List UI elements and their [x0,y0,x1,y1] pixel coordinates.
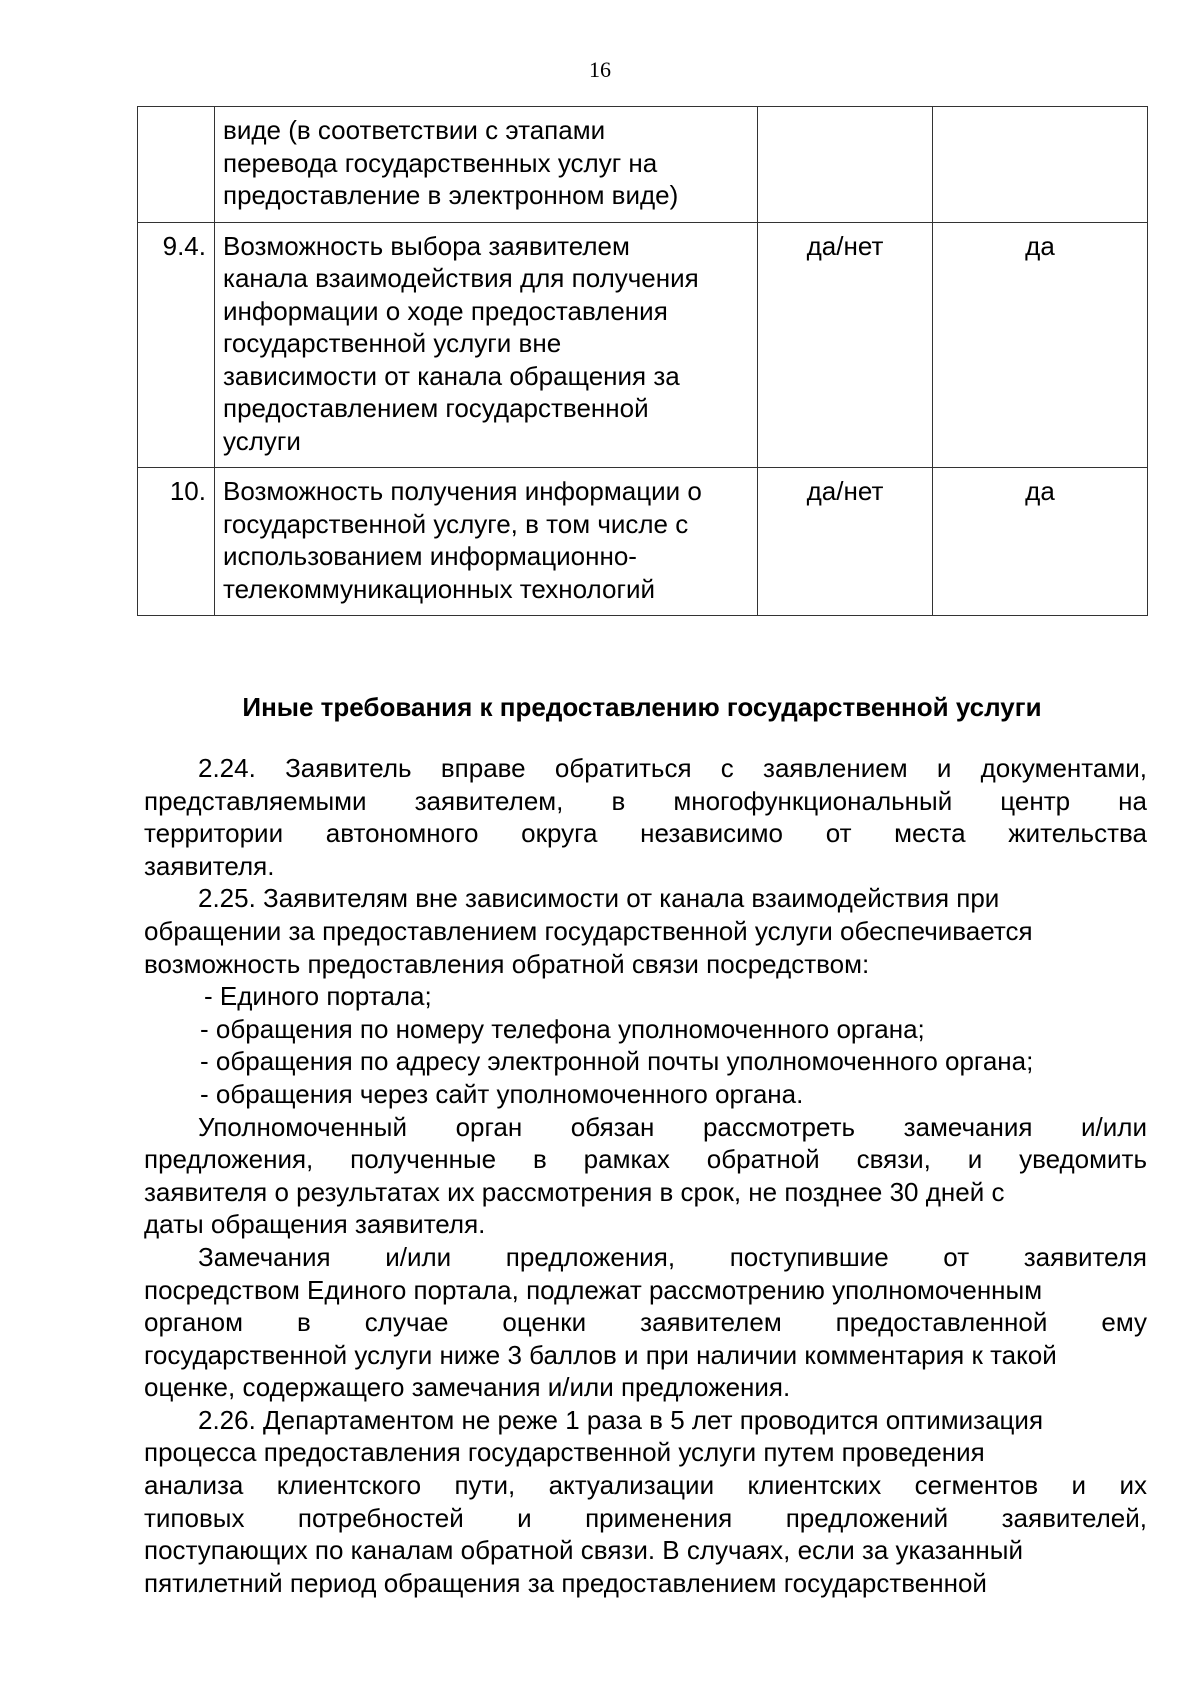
cell-text-line: услуги [223,425,301,456]
paragraph-line: оценке, содержащего замечания и/или предложения. [144,1372,791,1403]
cell-text-line: Возможность выбора заявителем [223,230,630,261]
paragraph-line: даты обращения заявителя. [144,1209,486,1240]
cell-text-line: Возможность получения информации о [223,476,702,506]
paragraph-line: 2.26. Департаментом не реже 1 раза в 5 лет проводится оптимизация [198,1404,1044,1435]
list-item: - Единого портала; [204,981,432,1012]
paragraph-line: 2.25. Заявителям вне зависимости от канала взаимодействия при [198,883,1000,914]
section-title: Иные требования к предоставлению государственной услуги [242,692,1042,722]
paragraph-line: процесса предоставления государственной услуги путем проведения [144,1437,985,1468]
cell-text-line: предоставление в электронном виде) [223,180,679,210]
page-number: 16 [589,57,611,82]
paragraph-line: представляемыми заявителем, в многофункциональный центр на [144,785,1147,816]
table-row [138,107,1148,223]
paragraph-line: государственной услуги ниже 3 баллов и при наличии комментария к такой [144,1339,1057,1370]
row-description-cell [215,222,758,468]
paragraph-line: 2.24. Заявитель вправе обратиться с заявлением и документами, [198,753,1147,783]
paragraph-line: Замечания и/или предложения, поступившие от заявителя [198,1241,1147,1272]
paragraph-line: возможность предоставления обратной связи посредством: [144,948,870,979]
cell-text-line: виде (в соответствии с этапами [223,115,606,145]
cell-text-line: государственной услуги вне [223,328,562,358]
paragraph-line: заявителя о результатах их рассмотрения в срок, не позднее 30 дней с [144,1176,1005,1207]
table-row [138,468,1148,616]
row-number-cell [138,107,215,223]
row-value-cell: да [933,222,1148,468]
row-value-cell: да [933,468,1148,616]
row-unit-cell: да/нет [758,468,933,616]
cell-text-line: перевода государственных услуг на [223,147,658,178]
row-unit-cell: да/нет [758,222,933,468]
paragraph-line: территории автономного округа независимо от места жительства [144,818,1147,849]
cell-text-line: зависимости от канала обращения за [223,360,680,391]
cell-text-line: канала взаимодействия для получения [223,263,699,293]
row-unit-cell [758,107,933,223]
body-text [144,752,1147,1599]
cell-text-line: использованием информационно- [223,541,637,571]
paragraph-line: заявителя. [144,850,275,881]
row-description-cell [215,107,758,223]
list-item: - обращения по номеру телефона уполномоченного органа; [200,1013,925,1044]
cell-text-line: информации о ходе предоставления [223,295,668,326]
paragraph-line: посредством Единого портала, подлежат рассмотрению уполномоченным [144,1274,1043,1305]
indicators-table [137,106,1148,616]
paragraph-line: типовых потребностей и применения предложений заявителей, [144,1502,1147,1533]
row-number-cell: 9.4. [138,222,215,468]
cell-text-line: предоставлением государственной [223,393,649,423]
row-number-cell: 10. [138,468,215,616]
paragraph-line: анализа клиентского пути, актуализации клиентских сегментов и их [144,1470,1147,1501]
cell-text-line: государственной услуге, в том числе с [223,508,689,539]
paragraph-line: органом в случае оценки заявителем предоставленной ему [144,1307,1147,1338]
row-value-cell [933,107,1148,223]
list-item: - обращения по адресу электронной почты уполномоченного органа; [200,1046,1034,1077]
row-description-cell [215,468,758,616]
paragraph-line: Уполномоченный орган обязан рассмотреть замечания и/или [198,1111,1147,1142]
paragraph-line: предложения, полученные в рамках обратной связи, и уведомить [144,1144,1147,1175]
paragraph-line: поступающих по каналам обратной связи. В случаях, если за указанный [144,1535,1023,1566]
paragraph-line: обращении за предоставлением государственной услуги обеспечивается [144,915,1033,946]
table-row [138,222,1148,468]
paragraph-line: пятилетний период обращения за предоставлением государственной [144,1567,987,1598]
cell-text-line: телекоммуникационных технологий [223,573,656,604]
list-item: - обращения через сайт уполномоченного органа. [200,1078,804,1109]
